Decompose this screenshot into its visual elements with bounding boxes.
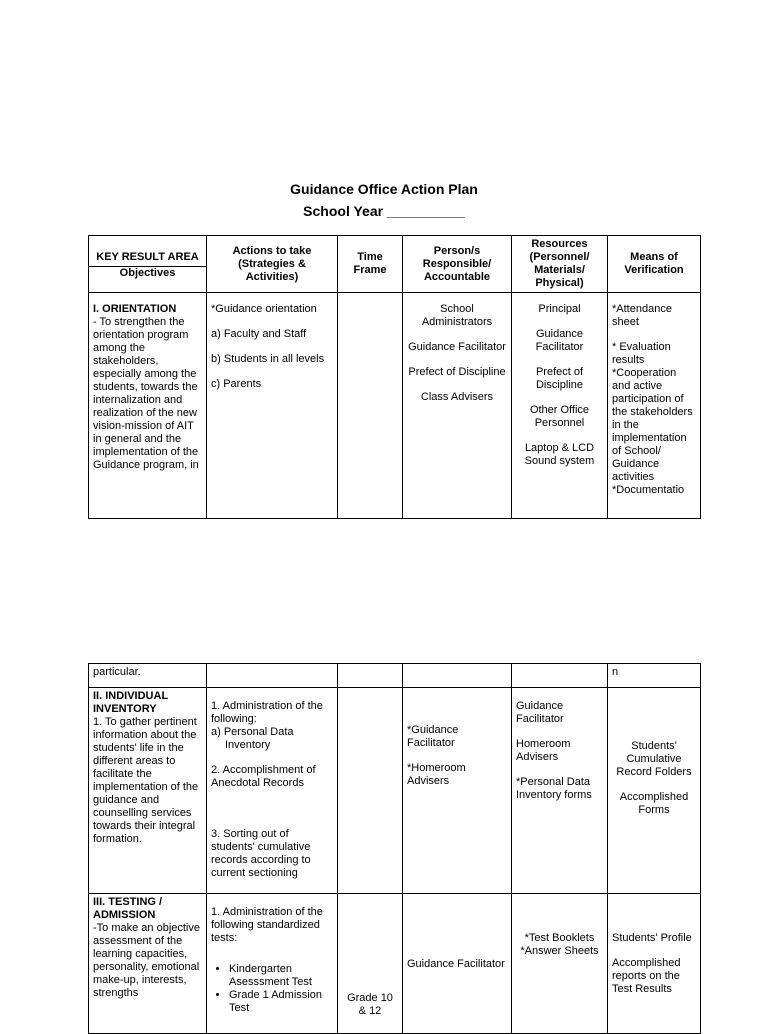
header-kra: KEY RESULT AREA (96, 250, 199, 263)
header-persons: Person/s Responsible/ Accountable (403, 236, 512, 293)
orientation-means: *Attendance sheet (612, 303, 672, 328)
header-resources: Resources (Personnel/ Materials/ Physical) (512, 236, 608, 293)
orientation-action: c) Parents (211, 378, 262, 390)
testing-test-item: • Grade 1 Admission Test (229, 989, 333, 1015)
testing-objective: -To make an objective assessment of the learning capacities, personality, emotional make-up, interests, strengths (93, 922, 200, 999)
school-year: School Year __________ (303, 203, 465, 219)
inventory-objective: 1. To gather pertinent information about the students' life in the different areas to facilitate the implementation of the guidance and counselling services towards their integral formation. (93, 716, 199, 845)
testing-row (89, 894, 701, 1034)
header-objectives: Objectives (89, 266, 206, 280)
testing-actions-cell (207, 894, 338, 1034)
empty-cell (512, 664, 608, 688)
testing-actions-intro: 1. Administration of the following standardized tests: (211, 906, 323, 944)
empty-cell (207, 664, 338, 688)
orientation-heading: I. ORIENTATION (93, 303, 177, 315)
testing-persons-cell (403, 894, 512, 1034)
orientation-time-frame (338, 293, 403, 519)
orientation-person: Prefect of Discipline (408, 366, 506, 378)
continuation-means: n (608, 664, 701, 688)
orientation-action: b) Students in all levels (211, 353, 325, 365)
testing-objective-cell (89, 894, 207, 1034)
testing-test-list (211, 963, 333, 1015)
orientation-action: a) Faculty and Staff (211, 328, 307, 340)
inventory-row (89, 688, 701, 894)
inventory-means: Accomplished Forms (619, 791, 689, 816)
header-time-frame: Time Frame (338, 236, 403, 293)
inventory-persons-cell (403, 688, 512, 894)
header-actions: Actions to take (Strategies & Activities) (207, 236, 338, 293)
orientation-resource: Guidance Facilitator (535, 328, 584, 353)
orientation-resource: Principal (538, 303, 581, 315)
inventory-person: *Guidance Facilitator (407, 724, 459, 749)
testing-means: Students' Profile (612, 932, 692, 944)
orientation-means: *Documentatio (612, 484, 685, 496)
action-plan-table-page-1 (88, 235, 701, 519)
empty-cell (403, 664, 512, 688)
orientation-persons-cell (403, 293, 512, 519)
testing-resource: *Answer Sheets (520, 945, 599, 957)
header-row (89, 236, 701, 293)
inventory-person: *Homeroom Advisers (407, 762, 466, 787)
orientation-action: *Guidance orientation (211, 303, 317, 315)
orientation-resource: Other Office Personnel (529, 404, 590, 429)
testing-resource: *Test Booklets (524, 932, 595, 944)
testing-test-item: • Kindergarten Asesssment Test (229, 963, 333, 989)
orientation-row (89, 293, 701, 519)
testing-person: Guidance Facilitator (407, 958, 505, 970)
orientation-objective: - To strengthen the orientation program among the stakeholders, especially among the students, towards the internalization and realization of the new vision-mission of AIT in general and the implementation of the Guidance program, in (93, 316, 199, 471)
orientation-means: * Evaluation results (612, 341, 671, 366)
testing-heading: III. TESTING / ADMISSION (93, 896, 163, 921)
inventory-means-cell (608, 688, 701, 894)
header-kra-cell (89, 236, 207, 293)
header-means: Means of Verification (608, 236, 701, 293)
inventory-resource: *Personal Data Inventory forms (516, 776, 592, 801)
orientation-resource: Prefect of Discipline (535, 366, 584, 391)
inventory-action: 3. Sorting out of students' cumulative records according to current sectioning (211, 828, 311, 879)
continuation-objective: particular. (89, 664, 207, 688)
inventory-resource: Homeroom Advisers (516, 738, 571, 763)
testing-means: Accomplished reports on the Test Results (612, 957, 681, 995)
orientation-person: Class Advisers (420, 391, 494, 403)
orientation-resources-cell (512, 293, 608, 519)
document-title: Guidance Office Action Plan (290, 181, 478, 197)
testing-means-cell (608, 894, 701, 1034)
testing-resources-cell (512, 894, 608, 1034)
orientation-resource: Laptop & LCD Sound system (524, 442, 595, 467)
orientation-means-cell (608, 293, 701, 519)
inventory-objective-cell (89, 688, 207, 894)
inventory-actions-cell (207, 688, 338, 894)
inventory-heading: II. INDIVIDUAL INVENTORY (93, 690, 168, 715)
orientation-actions-cell (207, 293, 338, 519)
orientation-means: *Cooperation and active participation of the stakeholders in the implementation of School/ Guidance activities (612, 367, 693, 483)
inventory-action: 1. Administration of the following: (211, 700, 323, 725)
inventory-action: a) Personal Data Inventory (211, 726, 294, 751)
action-plan-table-page-2 (88, 663, 701, 1034)
inventory-time-frame (338, 688, 403, 894)
orientation-objective-cell (89, 293, 207, 519)
orientation-person: School Administrators (421, 303, 493, 328)
inventory-means: Students' Cumulative Record Folders (616, 740, 692, 778)
inventory-resources-cell (512, 688, 608, 894)
empty-cell (338, 664, 403, 688)
inventory-resource: Guidance Facilitator (516, 700, 564, 725)
orientation-person: Guidance Facilitator (408, 341, 506, 353)
continuation-row (89, 664, 701, 688)
inventory-action: 2. Accomplishment of Anecdotal Records (211, 764, 316, 789)
testing-time-frame: Grade 10 & 12 (338, 894, 403, 1034)
